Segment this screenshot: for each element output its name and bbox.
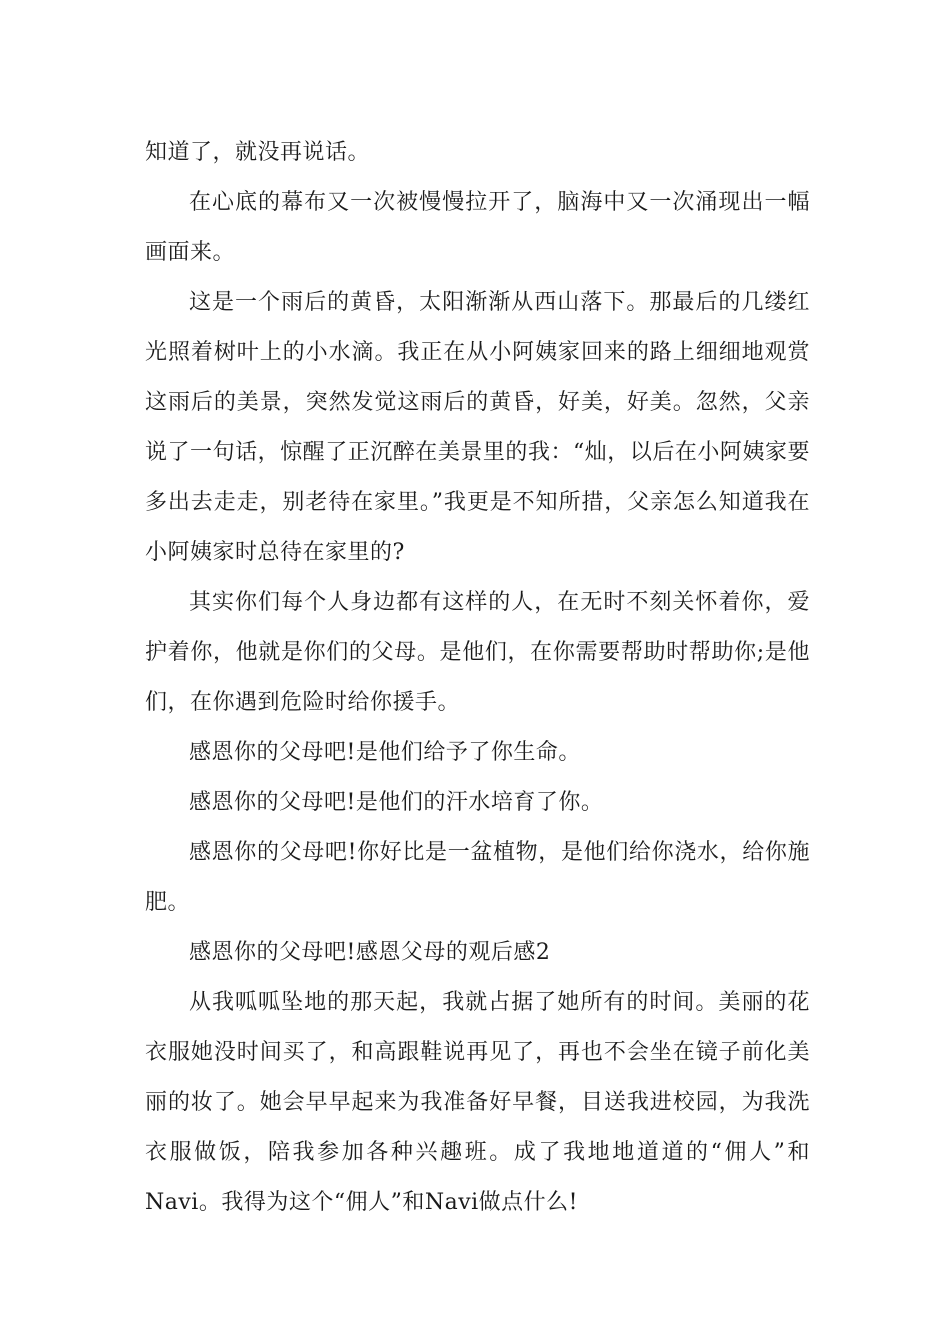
paragraph-1: 知道了，就没再说话。 (145, 140, 371, 165)
paragraph-7: 感恩你的父母吧!你好比是一盆植物，是他们给你浇水，给你施肥。 (145, 840, 810, 915)
paragraph-4: 其实你们每个人身边都有这样的人，在无时不刻关怀着你，爱护着你，他就是你们的父母。是他们，在你需要帮助时帮助你;是他们，在你遇到危险时给你援手。 (145, 590, 810, 715)
paragraph-9: 从我呱呱坠地的那天起，我就占据了她所有的时间。美丽的花衣服她没时间买了，和高跟鞋说再见了，再也不会坐在镜子前化美丽的妆了。她会早早起来为我准备好早餐，目送我进校园，为我洗衣服做饭，陪我参加各种兴趣班。成了我地地道道的“佣人”和Navi。我得为这个“佣人”和Navi做点什么! (145, 990, 810, 1215)
paragraph-3: 这是一个雨后的黄昏，太阳渐渐从西山落下。那最后的几缕红光照着树叶上的小水滴。我正在从小阿姨家回来的路上细细地观赏这雨后的美景，突然发觉这雨后的黄昏，好美，好美。忽然，父亲说了一句话，惊醒了正沉醉在美景里的我：“灿，以后在小阿姨家要多出去走走，别老待在家里。”我更是不知所措，父亲怎么知道我在小阿姨家时总待在家里的? (145, 290, 810, 565)
paragraph-2: 在心底的幕布又一次被慢慢拉开了，脑海中又一次涌现出一幅画面来。 (145, 190, 810, 265)
section-heading: 感恩你的父母吧!感恩父母的观后感2 (189, 940, 551, 965)
document-body (145, 128, 810, 1228)
paragraph-6: 感恩你的父母吧!是他们的汗水培育了你。 (189, 790, 604, 815)
paragraph-5: 感恩你的父母吧!是他们给予了你生命。 (189, 740, 581, 765)
